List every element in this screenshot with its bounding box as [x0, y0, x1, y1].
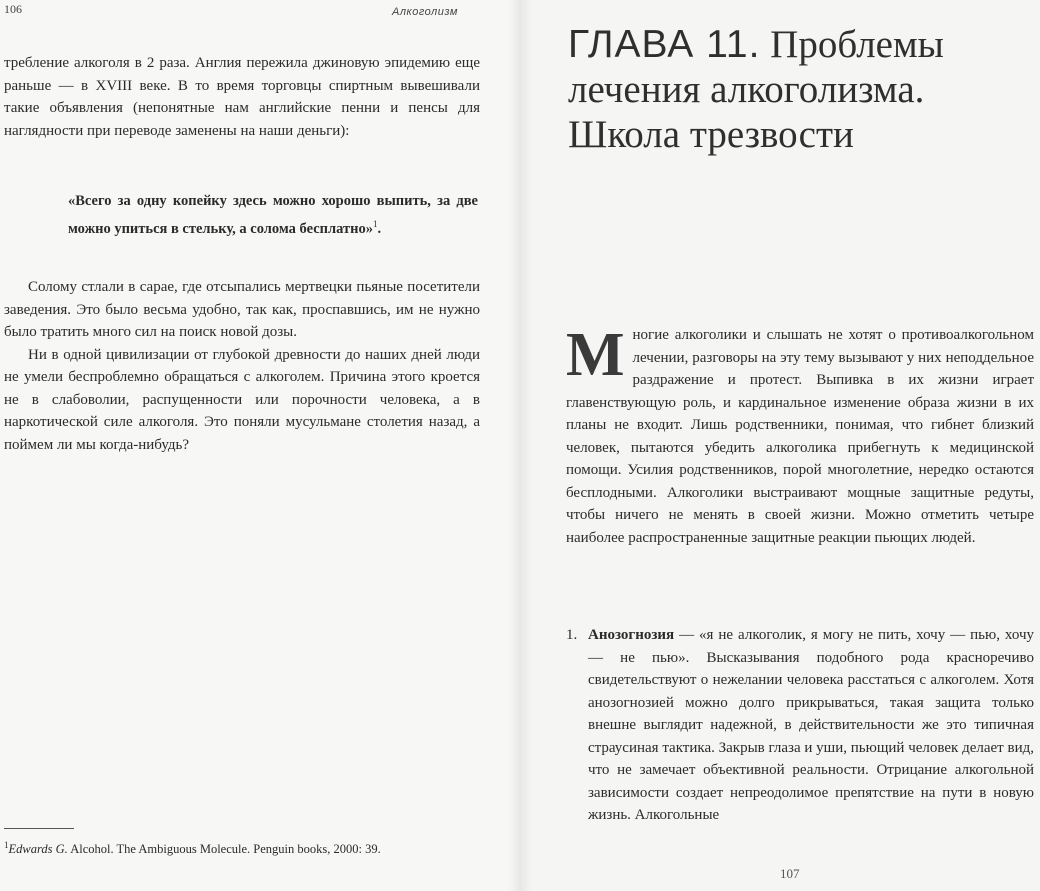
list-item-body — [588, 624, 1034, 827]
quote-text: «Всего за одну копейку здесь можно хорошо выпить, за две можно упиться в стельку, а солома бесплатно» — [68, 193, 478, 237]
footnote-marker: 1 — [4, 840, 9, 850]
list-text: — «я не алкоголик, я могу не пить, хочу — пью, хочу — не пью». Высказывания подобного рода красноречиво свидетельствуют о нежелании человека расстаться с алкоголем. Хотя анозогнозией можно долго прикрываться, такая защита только внешне выглядит надежной, в действительности же это типичная страусиная тактика. Закрыв глаза и уши, пьющий человек делает вид, что не замечает объективной реальности. Отрицание алкогольной зависимости создает непреодолимое препятствие на пути в новую жизнь. Алкогольные — [588, 627, 1034, 823]
chapter-title — [568, 22, 1028, 157]
block-quote: «Всего за одну копейку здесь можно хорошо выпить, за две можно упиться в стельку, а солома бесплатно»$^1$. — [68, 193, 478, 237]
chapter-title-line-3: Школа трезвости — [568, 113, 854, 156]
paragraph-straw: Солому стлали в сарае, где отсыпались мертвецки пьяные посетители заведения. Это было весьма удобно, так как, проспавшись, им не нужно было тратить много сил на поиск новой дозы. — [4, 279, 480, 340]
drop-cap: М — [566, 321, 625, 389]
paragraph-intro — [4, 52, 480, 142]
paragraph-civilization: Ни в одной цивилизации от глубокой древности до наших дней люди не умели беспроблемно обращаться с алкоголем. Причина этого кроется не в слабоволии, распущенности или порочности человека, а в наркотической силе алкоголя. Это поняли мусульмане столетия назад, а поймем ли мы когда-нибудь? — [4, 346, 480, 453]
list-term: Анозогнозия — [588, 627, 675, 643]
footnote-author: Edwards G. — [8, 842, 68, 857]
footnote-source: Alcohol. The Ambiguous Molecule. Penguin books, 2000: 39. — [70, 842, 381, 857]
footnote — [4, 836, 480, 858]
page-number-left: 106 — [4, 2, 22, 16]
paragraph-text: требление алкоголя в 2 раза. Англия пережила джиновую эпидемию еще раньше — в XVIII веке. В то время торговцы спиртным вывешивали такие объявления (непонятные нам английские пенни и пенсы для наглядности при переводе заменены на наши деньги): — [4, 55, 480, 139]
chapter-title-line-2: лечения алкоголизма. — [568, 68, 925, 111]
list-number: 1. — [566, 627, 578, 643]
chapter-number: ГЛАВА 11. — [568, 23, 761, 66]
chapter-title-line-1: Проблемы — [770, 23, 944, 66]
paragraph-group — [4, 276, 480, 456]
page-number-right: 107 — [780, 866, 800, 881]
quote-footnote-ref: 1 — [373, 218, 378, 229]
opening-text: ногие алкоголики и слышать не хотят о противоалкогольном лечении, разговоры на эту тему вызывают у них неподдельное раздражение и протест. Выпивка в их жизни играет главенствующую роль, и кардинальное изменение образа жизни в их планы не входит. Лишь родственники, понимая, что гибнет близкий человек, пытаются убедить алкоголика прибегнуть к медицинской помощи. Усилия родственников, порой многолетние, нередко остаются бесплодными. Алкоголики выстраивают мощные защитные редуты, чтобы ничего не менять в своей жизни. Можно отметить четыре наиболее распространенные защитные реакции пьющих людей. — [566, 327, 1034, 546]
numbered-list-item — [566, 624, 1034, 827]
book-gutter — [508, 0, 532, 891]
running-head: Алкоголизм — [392, 6, 458, 18]
footnote-divider — [4, 828, 74, 829]
chapter-opening-paragraph — [566, 321, 1034, 549]
